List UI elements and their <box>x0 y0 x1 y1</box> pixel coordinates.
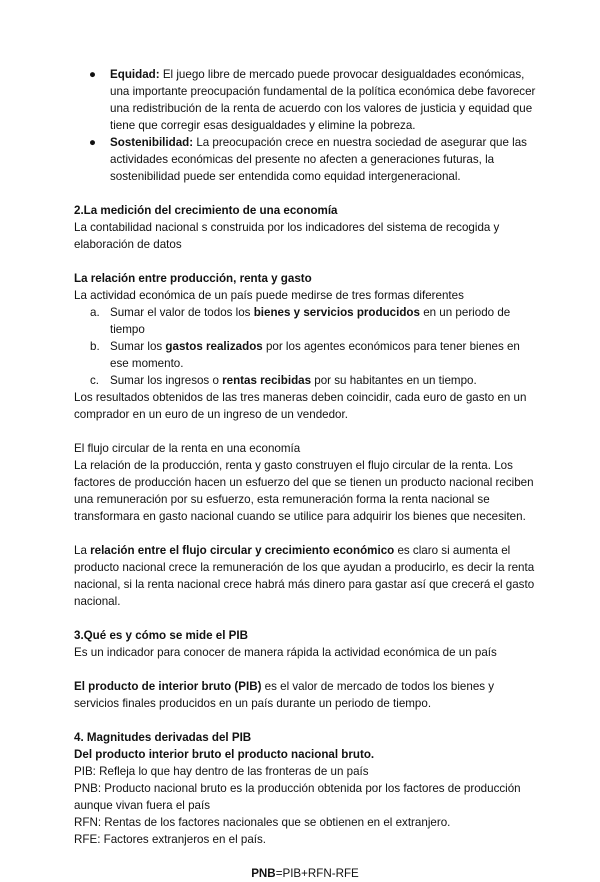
relacion-flujo-paragraph <box>74 542 536 610</box>
relacion-heading: La relación entre producción, renta y gasto <box>74 272 312 285</box>
item-text: por los agentes económicos para tener bienes en ese momento. <box>110 340 520 370</box>
flujo-title: El flujo circular de la renta en una economía <box>74 442 301 455</box>
item-text: Sumar los ingresos o <box>110 374 223 387</box>
formula-bold: PNB <box>251 867 276 880</box>
pib-term: El producto de interior bruto (PIB) <box>74 680 262 693</box>
section-2-text: La contabilidad nacional s construida por los indicadores del sistema de recogida y elaboración de datos <box>74 221 500 251</box>
paragraph-bold: relación entre el flujo circular y crecimiento económico <box>90 544 395 557</box>
bullet-icon: ● <box>89 68 97 81</box>
paragraph-text: es claro si aumenta el producto nacional crece la remuneración de los que ayudan a producirlo, es decir la renta nacional, si la renta nacional crece habrá más dinero para gastar así que crecerá el gasto nacional. <box>74 544 535 608</box>
section-3-heading: 3.Qué es y cómo se mide el PIB <box>74 629 248 642</box>
section-2-heading: 2.La medición del crecimiento de una economía <box>74 204 338 217</box>
list-marker: a. <box>90 306 100 319</box>
bullet-text: El juego libre de mercado puede provocar desigualdades económicas, una importante preocupación fundamental de la política económica debe favorecer una redistribución de la renta de acuerdo con los valores de justicia y equidad que tiene que corregir esas desigualdades y elimine la pobreza. <box>110 68 536 132</box>
pnb-line: PNB: Producto nacional bruto es la producción obtenida por los factores de producción aunque vivan fuera el país <box>74 782 521 812</box>
relacion-intro: La actividad económica de un país puede medirse de tres formas diferentes <box>74 289 464 302</box>
list-marker: c. <box>90 374 100 387</box>
item-text: en un periodo de tiempo <box>110 306 511 336</box>
item-text: Sumar el valor de todos los <box>110 306 254 319</box>
bullet-equidad <box>74 66 536 134</box>
relacion-list <box>74 304 536 389</box>
section-3-text: Es un indicador para conocer de manera rápida la actividad económica de un país <box>74 646 497 659</box>
document-page <box>74 66 536 882</box>
formula-rest: =PIB+RFN-RFE <box>275 867 359 880</box>
section-4-heading: 4. Magnitudes derivadas del PIB <box>74 731 252 744</box>
list-item <box>74 372 536 389</box>
list-marker: b. <box>90 340 100 353</box>
item-bold: gastos realizados <box>165 340 263 353</box>
list-item <box>74 304 536 338</box>
flujo-text: La relación de la producción, renta y gasto construyen el flujo circular de la renta. Los factores de producción hacen un esfuerzo del que se tienen un producto nacional reciben una remuneración por su esfuerzo, esta remuneración forma la renta nacional se transformara en gasto nacional cuando se utilice para adquirir los bienes que necesiten. <box>74 459 534 523</box>
bullet-term: Sostenibilidad: <box>110 136 194 149</box>
relacion-result: Los resultados obtenidos de las tres maneras deben coincidir, cada euro de gasto en un comprador en un euro de un ingreso de un vendedor. <box>74 391 527 421</box>
pib-definition <box>74 678 536 712</box>
rfe-line: RFE: Factores extranjeros en el país. <box>74 833 267 846</box>
rfn-line: RFN: Rentas de los factores nacionales que se obtienen en el extranjero. <box>74 816 451 829</box>
pib-text: es el valor de mercado de todos los bienes y servicios finales producidos en un país durante un periodo de tiempo. <box>74 680 495 710</box>
pib-line: PIB: Refleja lo que hay dentro de las fronteras de un país <box>74 765 369 778</box>
bullet-term: Equidad: <box>110 68 160 81</box>
item-bold: rentas recibidas <box>222 374 312 387</box>
bullet-text: La preocupación crece en nuestra sociedad de asegurar que las actividades económicas del presente no afecten a generaciones futuras, la sostenibilidad puede ser entendida como equidad intergeneracional. <box>110 136 527 183</box>
bullet-sostenibilidad <box>74 134 536 185</box>
paragraph-text: La <box>74 544 91 557</box>
section-4-subheading: Del producto interior bruto el producto nacional bruto. <box>74 748 375 761</box>
list-item <box>74 338 536 372</box>
pnb-formula <box>74 865 536 882</box>
item-bold: bienes y servicios producidos <box>253 306 420 319</box>
bullet-icon: ● <box>89 136 97 149</box>
item-text: por su habitantes en un tiempo. <box>311 374 477 387</box>
item-text: Sumar los <box>110 340 166 353</box>
bullet-list <box>74 66 536 185</box>
